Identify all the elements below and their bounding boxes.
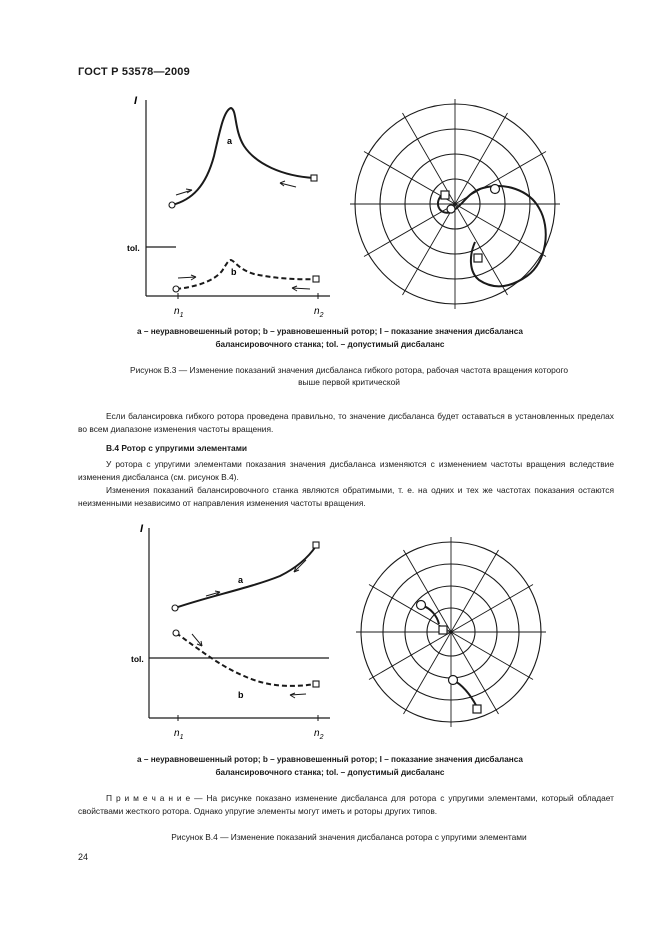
polar-end-marker <box>474 254 482 262</box>
n2-label: $n_2$ <box>314 728 324 741</box>
figure-b4 <box>120 518 590 750</box>
curve-b-label: b <box>238 690 244 700</box>
figure-b4-note: П р и м е ч а н и е — На рисунке показано изменение дисбаланса для ротора с упругими элементами, который обладает свойствами жесткого ротора. Однако упругие элементы могут иметь и роторы других типов. <box>78 793 614 817</box>
figure-b3-legend <box>60 325 600 351</box>
curve-a-start-marker <box>172 605 178 611</box>
figure-b3-caption <box>78 364 620 388</box>
section-heading: В.4 Ротор с упругими элементами <box>106 443 248 453</box>
paragraph-2: У ротора с упругими элементами показания значения дисбаланса изменяются с изменением частоты вращения вследствие изменения дисбаланса (см. рисунок В.4). <box>78 459 614 483</box>
figure-b4-legend <box>60 753 600 779</box>
y-axis-label: I <box>140 523 144 535</box>
tol-label: tol. <box>131 654 144 664</box>
polar-trace-b <box>453 680 477 707</box>
polar-square-marker-b <box>473 705 481 713</box>
curve-b-label: b <box>231 267 237 277</box>
document-header: ГОСТ Р 53578—2009 <box>78 66 190 78</box>
figure-b3-caption-line2: выше первой критической <box>298 377 400 387</box>
curve-b <box>176 633 316 686</box>
page-number: 24 <box>78 852 89 862</box>
figure-b3 <box>120 86 590 320</box>
curve-a-start-marker <box>169 202 175 208</box>
tol-label: tol. <box>127 243 140 253</box>
curve-a <box>175 546 316 608</box>
n1-label: $n_1$ <box>174 306 184 319</box>
figure-b4-caption: Рисунок В.4 — Изменение показаний значения дисбаланса ротора с упругими элементами <box>171 832 527 842</box>
figure-b3-legend-line1: а – неуравновешенный ротор; b – уравновешенный ротор; I – показание значения дисбаланса <box>137 327 523 336</box>
y-axis-label: I <box>134 95 138 107</box>
arrow-down-b <box>292 288 310 289</box>
curve-a <box>172 108 314 205</box>
figure-b4-legend-line2: балансировочного станка; tol. – допустимый дисбаланс <box>215 768 445 777</box>
curve-b-start-marker <box>173 630 179 636</box>
arrow-up-b <box>178 277 196 278</box>
polar-square-marker-a <box>439 626 447 634</box>
figure-b3-legend-line2: балансировочного станка; tol. – допустимый дисбаланс <box>215 340 445 349</box>
arrow-down-b-head <box>290 693 295 698</box>
curve-a-end-marker <box>313 542 319 548</box>
polar-circle-marker <box>491 185 500 194</box>
polar-square-marker <box>441 191 449 199</box>
n1-label: $n_1$ <box>174 728 184 741</box>
polar-circle-marker-a <box>417 601 426 610</box>
figure-b3-graph <box>146 100 330 299</box>
n2-label: $n_2$ <box>314 306 324 319</box>
curve-a-label: a <box>227 136 233 146</box>
curve-a-end-marker <box>311 175 317 181</box>
figure-b3-polar <box>350 99 560 309</box>
paragraph-1: Если балансировка гибкого ротора проведена правильно, то значение дисбаланса будет оставаться в установленных пределах во всем диапазоне изменения частоты вращения. <box>78 411 614 435</box>
curve-b-end-marker <box>313 276 319 282</box>
figure-b4-polar <box>356 537 546 727</box>
curve-b-end-marker <box>313 681 319 687</box>
figure-b4-legend-line1: а – неуравновешенный ротор; b – уравновешенный ротор; I – показание значения дисбаланса <box>137 755 523 764</box>
figure-b3-caption-line1: Рисунок В.3 — Изменение показаний значения дисбаланса гибкого ротора, рабочая частота вращения которого <box>129 365 569 375</box>
curve-b <box>176 260 316 289</box>
polar-start-marker <box>447 205 455 213</box>
paragraph-3: Изменения показаний балансировочного станка являются обратимыми, т. е. на одних и тех же частотах показания остаются неизменными независимо от направления изменения частоты вращения. <box>78 485 614 509</box>
curve-a-label: a <box>238 575 244 585</box>
polar-circle-marker-b <box>449 676 458 685</box>
arrow-up-a <box>176 190 192 195</box>
curve-b-start-marker <box>173 286 179 292</box>
